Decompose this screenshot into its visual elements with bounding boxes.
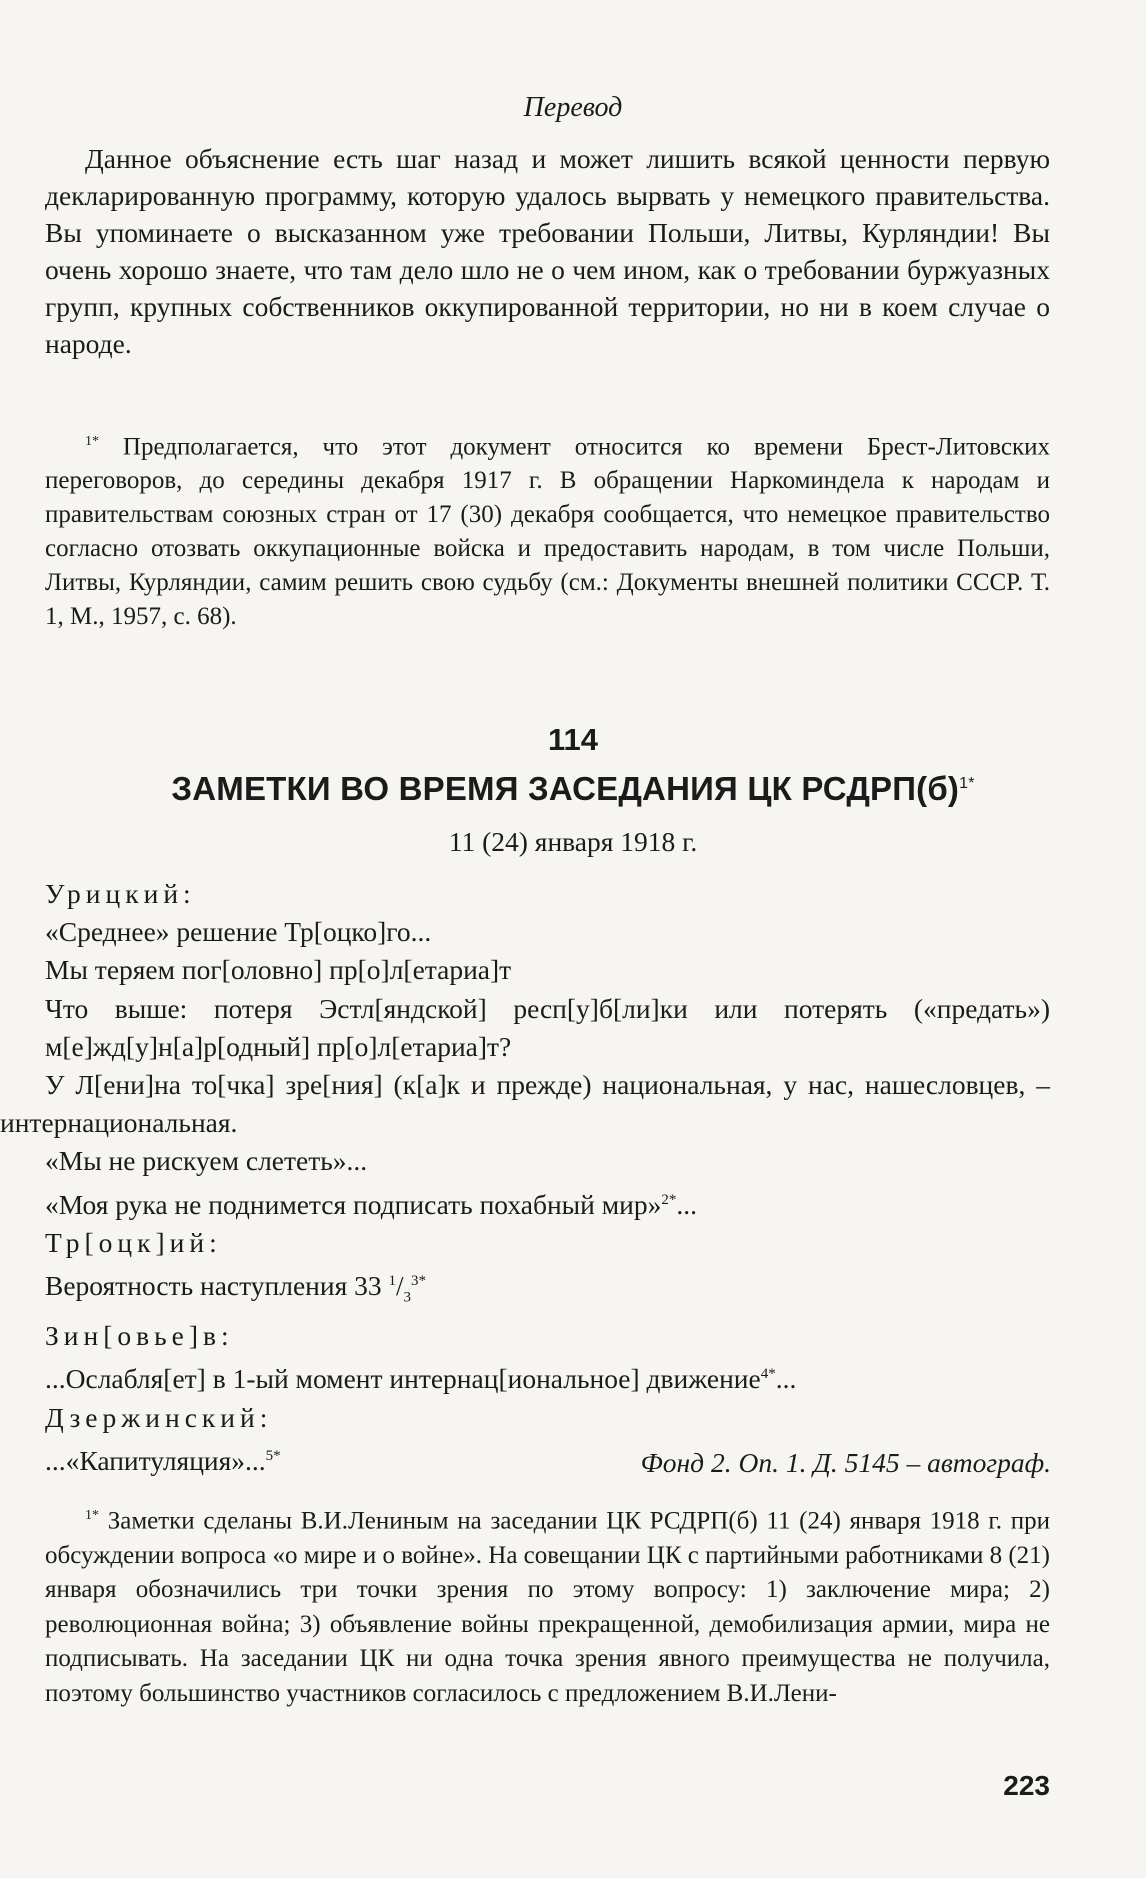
archive-reference: Фонд 2. Оп. 1. Д. 5145 – автограф. [640, 1447, 1051, 1478]
title-footnote-marker: 1* [959, 775, 975, 792]
footnote-text: Предполагается, что этот документ относится ко времени Брест-Литовских переговоров, до середины декабря 1917 г. В обращении Наркоминдела к народам и правительствам союзных стран от 17 (30) декабря сообщается, что немецкое правительство согласно отозвать оккупационные войска и предоставить народам, в том числе Польши, Литвы, Курляндии, самим решить свою судьбу (см.: Документы внешней политики СССР. Т. 1, М., 1957, с. 68). [45, 433, 1051, 631]
translation-heading: Перевод [523, 92, 623, 123]
fraction-denominator: 3 [403, 1289, 412, 1306]
note-line-text: Что выше: потеря Эстл[яндской] респ[у]б[ли]ки или потерять («предать») м[е]жд[у]н[а]р[одный] пр[о]л[етариа]т? [45, 992, 1050, 1062]
translation-paragraph: Данное объяснение есть шаг назад и может лишить всякой ценности первую декларированную программу, которую удалось вырвать у немецкого правительства. Вы упоминаете о высказанном уже требовании Польши, Литвы, Курляндии! Вы очень хорошо знаете, что там дело шло не о чем ином, как о требовании буржуазных групп, крупных собственников оккупированной территории, но ни в коем случае о народе. [45, 143, 1050, 359]
notes-body [0, 875, 1050, 1480]
speaker-uritsky: Урицкий: [45, 878, 196, 909]
footnote [45, 1499, 1050, 1711]
fraction-numerator: 1 [388, 1273, 396, 1290]
note-line-text: Вероятность наступления 33 [45, 1270, 382, 1302]
page-number: 223 [1003, 1770, 1050, 1801]
footnote-marker: 4* [760, 1366, 776, 1383]
footnote-marker: 1* [85, 1508, 99, 1523]
speaker-zinoviev: Зин[овье]в: [45, 1319, 234, 1351]
note-line: Мы теряем пог[оловно] пр[о]л[етариа]т [45, 954, 512, 986]
note-line: «Мы не рискуем слететь»... [45, 1145, 368, 1177]
footnote-marker: 1* [85, 434, 99, 449]
speaker-dzerzhinsky: Дзержинский: [45, 1401, 273, 1433]
note-line: У Л[ени]на то[чка] зре[ния] (к[а]к и прежде) национальная, у нас, нашесловцев, – интернациональная. [0, 1069, 1050, 1139]
note-line [45, 1181, 1050, 1224]
footnote-marker: 5* [265, 1447, 281, 1464]
footnote-marker: 3* [411, 1273, 427, 1290]
note-line-tail: ... [676, 1188, 697, 1220]
document-title [0, 770, 1146, 808]
fraction: $^1/_3$ [388, 1271, 412, 1306]
note-line [45, 1355, 1050, 1398]
footnote-marker: 2* [661, 1191, 677, 1208]
document-title-text: ЗАМЕТКИ ВО ВРЕМЯ ЗАСЕДАНИЯ ЦК РСДРП(б) [171, 770, 960, 807]
note-line [45, 990, 1050, 1066]
speaker-trotsky: Тр[оцк]ий: [45, 1226, 222, 1258]
document-date: 11 (24) января 1918 г. [448, 826, 698, 857]
note-line-text: ...«Капитуляция»... [45, 1444, 266, 1476]
note-line: «Среднее» решение Тр[оцко]го... [45, 916, 432, 948]
note-line-tail: ... [775, 1363, 797, 1395]
document-number: 114 [547, 722, 598, 757]
note-line [45, 1262, 1050, 1317]
note-line-text: «Моя рука не поднимется подписать похабный мир» [45, 1188, 662, 1220]
note-line-text: ...Ослабля[ет] в 1-ый момент интернац[иональное] движение [45, 1363, 761, 1395]
previous-footnote [45, 425, 1050, 634]
footnote-text: Заметки сделаны В.И.Лениным на заседании ЦК РСДРП(б) 11 (24) января 1918 г. при обсуждении вопроса «о мире и о войне». На совещании ЦК с партийными работниками 8 (21) января обозначились три точки зрения по этому вопросу: 1) заключение мира; 2) революционная война; 3) объявление войны прекращенной, демобилизация армии, мира не подписывать. На заседании ЦК ни одна точка зрения явного преимущества не получила, поэтому большинство участников согласилось с предложением В.И.Лени- [45, 1507, 1050, 1707]
